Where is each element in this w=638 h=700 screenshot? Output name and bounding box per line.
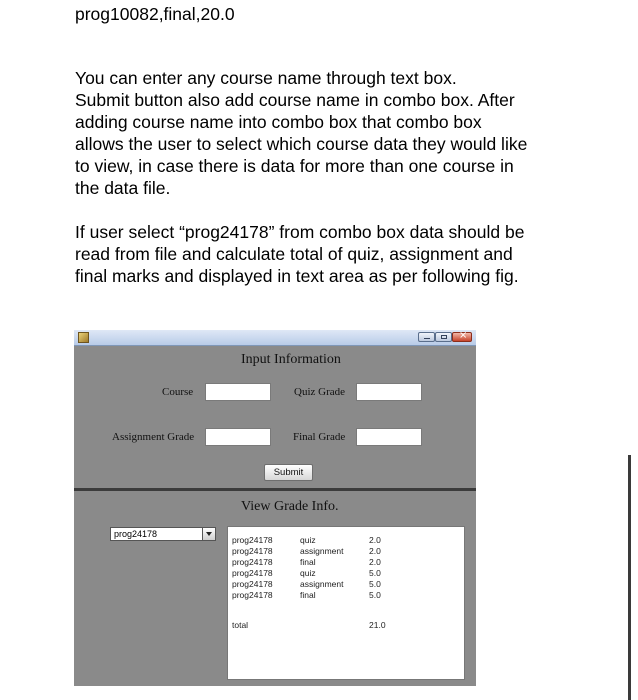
java-app-icon: [78, 332, 89, 343]
final-grade-input[interactable]: [356, 428, 422, 446]
window-titlebar[interactable]: [74, 330, 476, 346]
grade-text-area[interactable]: [227, 526, 465, 680]
assignment-grade-label: Assignment Grade: [112, 431, 195, 443]
row-type: assignment: [300, 579, 344, 589]
row-type: final: [300, 590, 316, 600]
row-type: quiz: [300, 568, 316, 578]
text-line: final marks and displayed in text area as per following fig.: [75, 266, 519, 286]
assignment-grade-input[interactable]: [205, 428, 271, 446]
close-icon[interactable]: [452, 332, 472, 342]
row-grade: 5.0: [369, 590, 381, 600]
row-grade: 2.0: [369, 546, 381, 556]
row-grade: 2.0: [369, 557, 381, 567]
row-course: prog24178: [232, 557, 273, 567]
text-line: adding course name into combo box that combo box: [75, 112, 482, 132]
row-course: prog24178: [232, 568, 273, 578]
row-grade: 2.0: [369, 535, 381, 545]
total-label: total: [232, 620, 249, 630]
java-app-window: [74, 330, 476, 686]
text-line: read from file and calculate total of quiz, assignment and: [75, 244, 513, 264]
quiz-grade-label: Quiz Grade: [294, 386, 346, 398]
text-line: You can enter any course name through text box.: [75, 68, 457, 88]
row-course: prog24178: [232, 535, 273, 545]
minimize-icon[interactable]: [418, 332, 435, 342]
course-combo-box[interactable]: [110, 527, 216, 541]
input-info-title: Input Information: [241, 352, 341, 367]
text-line: If user select “prog24178” from combo box data should be: [75, 222, 525, 242]
text-line: the data file.: [75, 178, 171, 198]
text-line: to view, in case there is data for more than one course in: [75, 156, 514, 176]
row-type: final: [300, 557, 316, 567]
page-scrollbar[interactable]: [628, 455, 631, 700]
final-grade-label: Final Grade: [293, 431, 346, 443]
top-record-line: prog10082,final,20.0: [75, 4, 235, 24]
row-course: prog24178: [232, 546, 273, 556]
row-course: prog24178: [232, 590, 273, 600]
maximize-icon[interactable]: [435, 332, 452, 342]
total-value: 21.0: [369, 620, 386, 630]
quiz-grade-input[interactable]: [356, 383, 422, 401]
combo-selected-value: prog24178: [114, 529, 158, 539]
text-line: allows the user to select which course data they would like: [75, 134, 528, 154]
view-grade-title: View Grade Info.: [241, 499, 339, 514]
chevron-down-icon[interactable]: [202, 528, 215, 540]
row-grade: 5.0: [369, 579, 381, 589]
row-type: assignment: [300, 546, 344, 556]
row-grade: 5.0: [369, 568, 381, 578]
text-line: Submit button also add course name in combo box. After: [75, 90, 515, 110]
row-type: quiz: [300, 535, 316, 545]
submit-button[interactable]: Submit: [264, 464, 313, 481]
course-label: Course: [162, 386, 194, 398]
course-input[interactable]: [205, 383, 271, 401]
panel-divider: [74, 488, 476, 491]
row-course: prog24178: [232, 579, 273, 589]
